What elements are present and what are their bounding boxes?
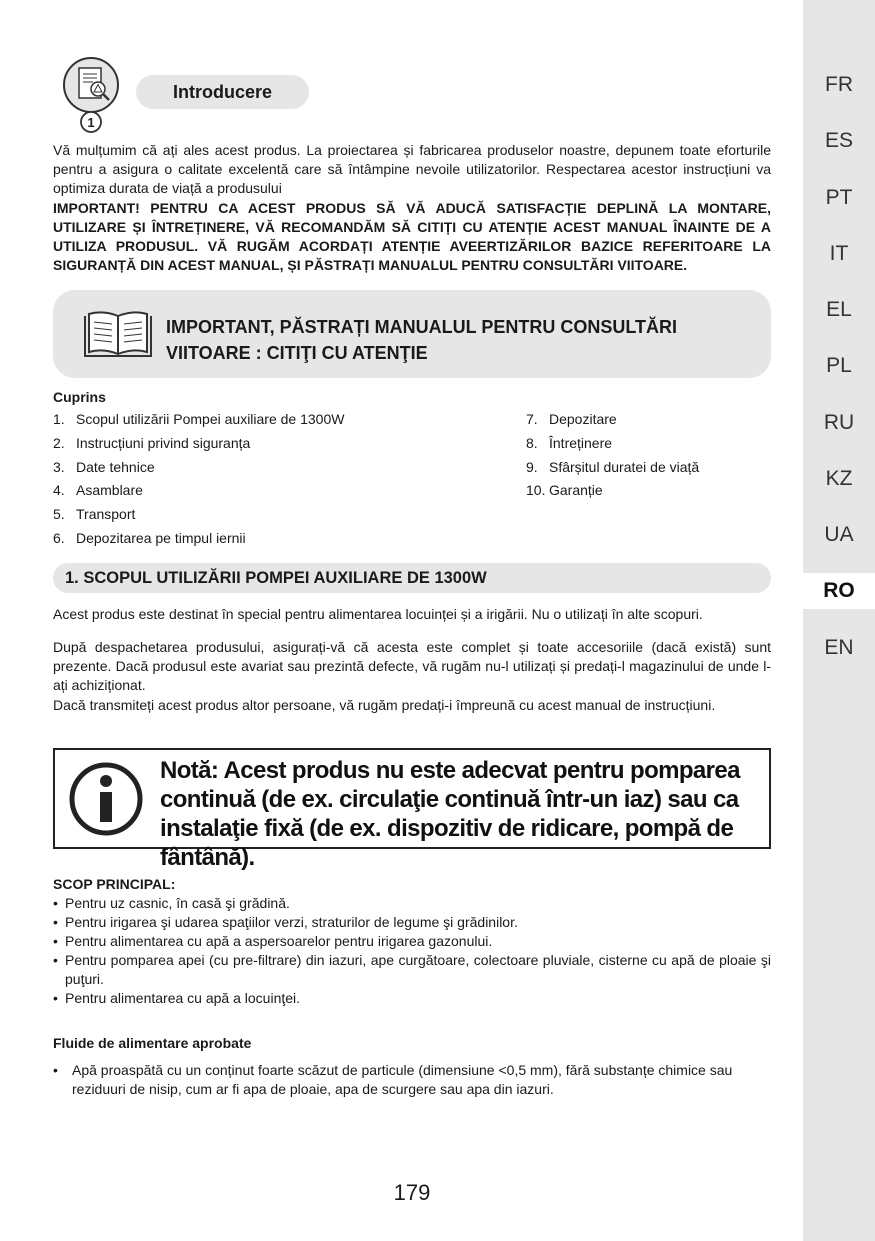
note-text: Notă: Acest produs nu este adecvat pentru pomparea continuă (de ex. circulaţie continuă într-un iaz) sau ca instalaţie fixă (de ex. dispozitiv de ridicare, pompă de fântână). (160, 757, 740, 871)
list-item-text: Pentru alimentarea cu apă a locuinţei. (65, 990, 301, 1006)
list-item-text: Pentru uz casnic, în casă şi grădină. (65, 895, 290, 911)
lang-tab-it[interactable]: IT (829, 242, 849, 265)
toc-item-label: Asamblare (76, 482, 143, 499)
toc-item (526, 479, 699, 503)
intro-badge-number: 1 (87, 115, 95, 130)
toc-item-label: Date tehnice (76, 458, 155, 475)
toc-item (53, 408, 344, 432)
toc-right-column (526, 408, 699, 503)
list-item-text: Pentru pomparea apei (cu pre-filtrare) din iazuri, ape curgătoare, colectoare pluviale, cisterne cu apă de ploaie şi puţuri. (65, 952, 771, 987)
toc-item (53, 432, 344, 456)
toc-item-number: 7. (526, 411, 538, 427)
section-1-paragraph-2: După despachetarea produsului, asigurați-vă că acesta este complet și toate accesoriile (dacă există) sunt prezente. Dacă produsul este avariat sau prezintă defecte, vă rugăm nu-l utilizați și predați-l magazinului de unde l-ați achiziționat. (53, 639, 771, 693)
language-sidebar (803, 0, 875, 1241)
list-item: • Apă proaspătă cu un conținut foarte scăzut de particule (dimensiune <0,5 mm), fără substanțe chimice sau reziduuri de nisip, cum ar fi apa de ploaie, apa de scurgere sau apa din iazuri. (53, 1062, 733, 1097)
keep-manual-line-2: VIITOARE : CITIŢI CU ATENŢIE (166, 343, 428, 363)
toc-item-label: Scopul utilizării Pompei auxiliare de 1300W (76, 411, 345, 427)
section-1-header (53, 563, 771, 593)
toc-item (53, 456, 344, 480)
lang-tab-es[interactable]: ES (824, 129, 853, 152)
lang-tab-ua[interactable]: UA (824, 523, 854, 546)
toc-item (53, 479, 344, 503)
toc-item (526, 456, 699, 480)
lang-tab-ro-active[interactable]: RO (803, 573, 875, 609)
list-item: • Pentru pomparea apei (cu pre-filtrare) din iazuri, ape curgătoare, colectoare pluviale, cisterne cu apă de ploaie şi puţuri. (53, 952, 771, 987)
fluids-title: Fluide de alimentare aprobate (53, 1035, 252, 1051)
lang-tab-pt[interactable]: PT (825, 186, 853, 209)
intro-important-notice: IMPORTANT! PENTRU CA ACEST PRODUS SĂ VĂ ADUCĂ SATISFACȚIE DEPLINĂ LA MONTARE, UTILIZARE ȘI ÎNTREȚINERE, VĂ RECOMANDĂM SĂ CITIȚI CU ATENȚIE ACEST MANUAL ÎNAINTE DE A UTILIZA PRODUSUL. VĂ RUGĂM ACORDAȚI ATENȚIE AVEERTIZĂRILOR BAZICE REFERITOARE LA SIGURANȚĂ DIN ACEST MANUAL, ȘI PĂSTRAȚI MANUALUL PENTRU CONSULTĂRI VIITOARE. (53, 200, 771, 273)
lang-tab-pl[interactable]: PL (826, 354, 852, 377)
toc-item-label: Întreținere (549, 434, 613, 451)
toc-item-number: 4. (53, 482, 65, 499)
note-box (53, 748, 771, 871)
toc-item (526, 432, 699, 456)
list-item: • Pentru uz casnic, în casă şi grădină. (53, 895, 290, 911)
toc-item-number: 1. (53, 411, 65, 427)
toc-item-label: Transport (76, 506, 136, 523)
toc-left-column (53, 408, 344, 551)
toc-item-number: 3. (53, 458, 65, 475)
list-item: • Pentru irigarea şi udarea spaţiilor verzi, straturilor de legume şi grădinilor. (53, 914, 518, 930)
toc-item-label: Sfârșitul duratei de viață (549, 458, 700, 475)
lang-tab-kz[interactable]: KZ (825, 467, 853, 490)
open-book-icon (83, 310, 153, 360)
toc-item-label: Garanție (549, 482, 603, 499)
intro-title: Introducere (136, 75, 309, 109)
list-item: • Pentru alimentarea cu apă a aspersoarelor pentru irigarea gazonului. (53, 933, 493, 949)
keep-manual-box (53, 290, 771, 378)
section-1-title: 1. SCOPUL UTILIZĂRII POMPEI AUXILIARE DE 1300W (65, 569, 487, 587)
toc-item-label: Instrucțiuni privind siguranța (76, 434, 251, 451)
toc-item-number: 2. (53, 434, 65, 451)
toc-item-number: 10. (526, 482, 546, 499)
keep-manual-line-1: IMPORTANT, PĂSTRAȚI MANUALUL PENTRU CONSULTĂRI (166, 317, 677, 337)
lang-tab-en[interactable]: EN (824, 636, 854, 659)
list-item: • Pentru alimentarea cu apă a locuinţei. (53, 990, 301, 1006)
toc-item-number: 9. (526, 458, 538, 475)
info-icon (69, 762, 143, 836)
page-number: 179 (393, 1180, 431, 1205)
toc-item-number: 8. (526, 434, 538, 451)
fluids-list (53, 1061, 753, 1099)
toc-title: Cuprins (53, 389, 106, 405)
section-1-paragraph-1: Acest produs este destinat în special pentru alimentarea locuinței și a irigării. Nu o utilizați în alte scopuri. (53, 606, 703, 622)
toc-item-label: Depozitare (549, 411, 617, 427)
lang-tab-ru[interactable]: RU (823, 411, 855, 434)
toc-item-number: 6. (53, 529, 65, 546)
list-item-text: Pentru alimentarea cu apă a aspersoarelor pentru irigarea gazonului. (65, 933, 493, 949)
lang-tab-el[interactable]: EL (826, 298, 852, 321)
intro-paragraph: Vă mulțumim că ați ales acest produs. La proiectarea și fabricarea produselor noastre, depunem toate eforturile pentru a asigura o calitate excelentă care să întâmpine nevoile utilizatorilor. Respectarea acestor instrucțiuni va optimiza durata de viață a produsului (53, 142, 771, 196)
lang-tab-fr[interactable]: FR (825, 73, 853, 96)
keep-manual-text (166, 314, 746, 366)
list-item-text: Apă proaspătă cu un conținut foarte scăzut de particule (dimensiune <0,5 mm), fără substanțe chimice sau reziduuri de nisip, cum ar fi apa de ploaie, apa de scurgere sau apa din iazuri. (72, 1062, 733, 1097)
section-1-paragraph-3: Dacă transmiteți acest produs altor persoane, vă rugăm predați-i împreună cu acest manual de instrucțiuni. (53, 697, 716, 713)
toc-item (526, 408, 699, 432)
main-purpose-list (53, 894, 771, 1008)
toc-item-number: 5. (53, 506, 65, 523)
toc-item-label: Depozitarea pe timpul iernii (76, 529, 246, 546)
toc-item (53, 527, 344, 551)
document-warning-icon (62, 56, 120, 134)
list-item-text: Pentru irigarea şi udarea spaţiilor verzi, straturilor de legume şi grădinilor. (65, 914, 518, 930)
toc-item (53, 503, 344, 527)
main-purpose-title: SCOP PRINCIPAL: (53, 876, 176, 892)
